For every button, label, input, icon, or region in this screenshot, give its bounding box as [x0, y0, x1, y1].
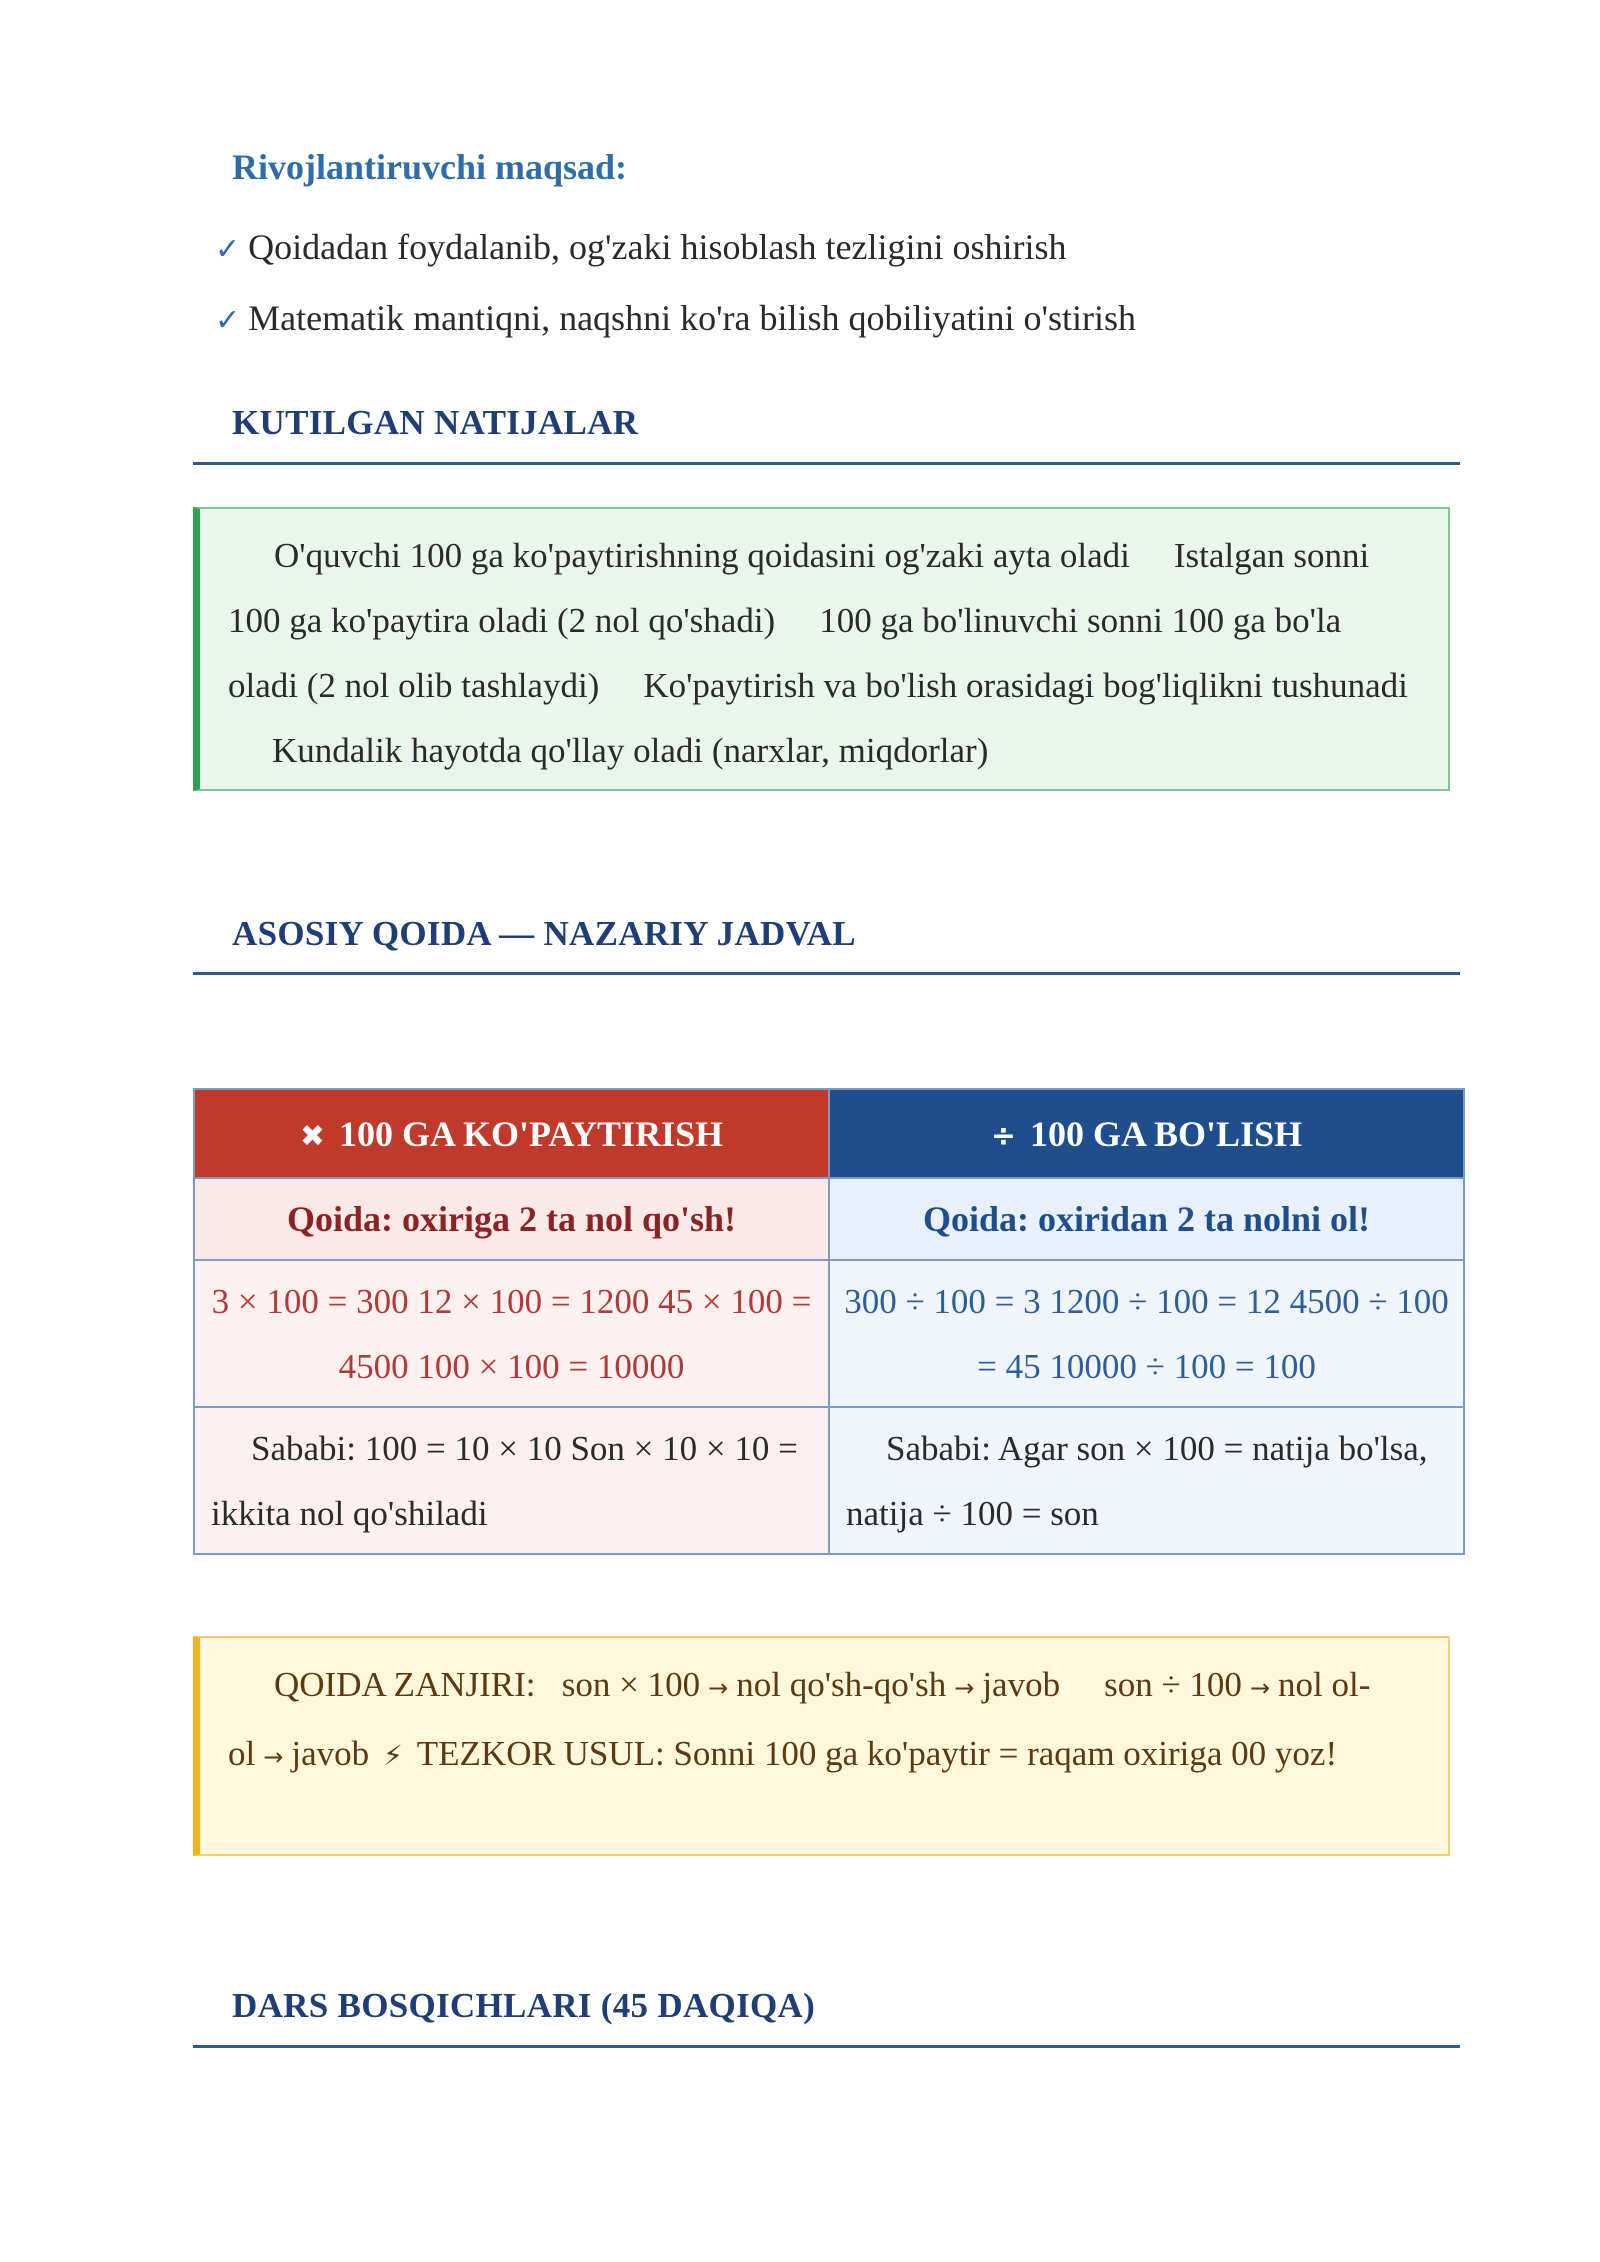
result-item: Istalgan sonni 100 ga ko'paytira oladi (2 nol qo'shadi)	[228, 536, 1370, 640]
multiply-header	[194, 1089, 829, 1178]
divide-icon: ÷	[990, 1118, 1017, 1154]
arrow-right-icon: →	[1249, 1674, 1271, 1702]
multiply-rule: Qoida: oxiriga 2 ta nol qo'sh!	[194, 1178, 829, 1260]
multiply-examples: 3 × 100 = 300 12 × 100 = 1200 45 × 100 = 4500 100 × 100 = 10000	[194, 1260, 829, 1407]
chain-mult-end: javob	[982, 1665, 1061, 1704]
lightning-icon: ⚡	[383, 1739, 403, 1772]
table-row	[194, 1260, 1464, 1407]
goal-item	[215, 297, 1136, 339]
goal-item-text: Matematik mantiqni, naqshni ko'ra bilish qobiliyatini o'stirish	[248, 298, 1137, 338]
chain-div-start: son ÷ 100	[1104, 1665, 1242, 1704]
divide-reason: Sababi: Agar son × 100 = natija bo'lsa, natija ÷ 100 = son	[829, 1407, 1464, 1554]
chain-div-mid: nol ol-ol	[228, 1665, 1371, 1773]
table-header-row	[194, 1089, 1464, 1178]
table-row	[194, 1178, 1464, 1260]
divide-examples: 300 ÷ 100 = 3 1200 ÷ 100 = 12 4500 ÷ 100 = 45 10000 ÷ 100 = 100	[829, 1260, 1464, 1407]
result-item: O'quvchi 100 ga ko'paytirishning qoidasini og'zaki ayta oladi	[274, 536, 1130, 575]
chain-div-end: javob	[291, 1734, 370, 1773]
rule-chain-label: QOIDA ZANJIRI:	[274, 1665, 536, 1704]
section-divider	[193, 972, 1460, 975]
fast-method-text: TEZKOR USUL: Sonni 100 ga ko'paytir = raqam oxiriga 00 yoz!	[416, 1734, 1338, 1773]
expected-results-title: KUTILGAN NATIJALAR	[232, 403, 639, 442]
divide-header	[829, 1089, 1464, 1178]
development-goal-title: Rivojlantiruvchi maqsad:	[232, 147, 628, 187]
arrow-right-icon: →	[263, 1743, 284, 1771]
multiply-header-label: 100 GA KO'PAYTIRISH	[339, 1113, 724, 1154]
section-divider	[193, 462, 1460, 465]
multiply-icon: ✖	[299, 1118, 326, 1154]
goal-item-text: Qoidadan foydalanib, og'zaki hisoblash tezligini oshirish	[248, 227, 1067, 267]
result-item: Kundalik hayotda qo'llay oladi (narxlar, miqdorlar)	[272, 731, 989, 770]
rule-chain-box	[193, 1636, 1450, 1856]
arrow-right-icon: →	[708, 1674, 729, 1702]
arrow-right-icon: →	[954, 1674, 975, 1702]
divide-header-label: 100 GA BO'LISH	[1030, 1113, 1303, 1154]
check-icon: ✓	[215, 303, 241, 338]
multiply-reason: Sababi: 100 = 10 × 10 Son × 10 × 10 = ikkita nol qo'shiladi	[194, 1407, 829, 1554]
divide-rule: Qoida: oxiridan 2 ta nolni ol!	[829, 1178, 1464, 1260]
section-divider	[193, 2045, 1460, 2048]
lesson-stages-title: DARS BOSQICHLARI (45 DAQIQA)	[232, 1986, 816, 2025]
theory-title: ASOSIY QOIDA — NAZARIY JADVAL	[232, 914, 856, 953]
chain-mult-mid: nol qo'sh-qo'sh	[736, 1665, 947, 1704]
result-item: Ko'paytirish va bo'lish orasidagi bog'liqlikni tushunadi	[643, 666, 1408, 705]
expected-results-box	[193, 507, 1450, 791]
table-row	[194, 1407, 1464, 1554]
check-icon: ✓	[215, 232, 241, 267]
result-item: 100 ga bo'linuvchi sonni 100 ga bo'la oladi (2 nol olib tashlaydi)	[228, 601, 1342, 705]
goal-item	[215, 226, 1066, 268]
chain-mult-start: son × 100	[561, 1665, 701, 1704]
theory-table	[193, 1088, 1465, 1555]
